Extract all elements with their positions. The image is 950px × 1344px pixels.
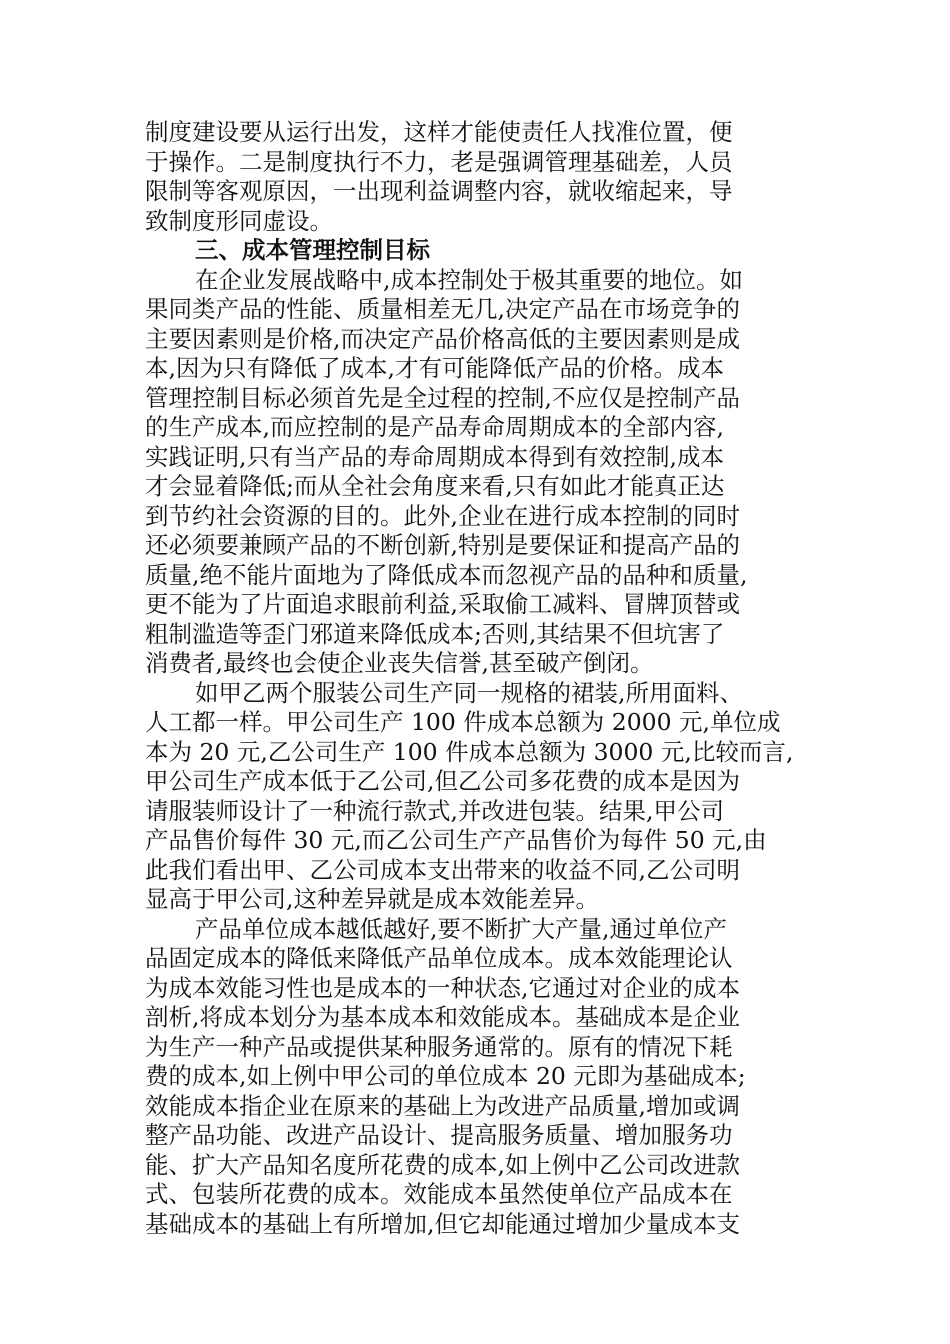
text-line: 产品单位成本越低越好,要不断扩大产量,通过单位产 [195,914,727,943]
text-line: 此我们看出甲、乙公司成本支出带来的收益不同,乙公司明 [145,855,740,884]
text-line: 基础成本的基础上有所增加,但它却能通过增加少量成本支 [145,1209,740,1238]
text-line: 产品售价每件 30 元,而乙公司生产产品售价为每件 50 元,由 [145,826,767,854]
text-line: 到节约社会资源的目的。此外,企业在进行成本控制的同时 [145,501,740,530]
text-line: 如甲乙两个服装公司生产同一规格的裙装,所用面料、 [195,678,743,707]
text-line: 请服装师设计了一种流行款式,并改进包装。结果,甲公司 [145,796,724,825]
text-line: 限制等客观原因，一出现利益调整内容，就收缩起来，导 [145,177,733,205]
paragraph-example-companies [145,679,813,915]
text-line: 质量,绝不能片面地为了降低成本而忽视产品的品种和质量, [145,560,748,589]
text-line: 式、包装所花费的成本。效能成本虽然使单位产品成本在 [145,1180,733,1208]
text-line: 整产品功能、改进产品设计、提高服务质量、增加服务功 [145,1121,733,1149]
text-line: 粗制滥造等歪门邪道来降低成本;否则,其结果不但坑害了 [145,619,725,648]
text-line: 能、扩大产品知名度所花费的成本,如上例中乙公司改进款 [145,1150,740,1179]
text-line: 剖析,将成本划分为基本成本和效能成本。基础成本是企业 [145,1003,740,1031]
text-line: 为成本效能习性也是成本的一种状态,它通过对企业的成本 [145,973,740,1002]
text-line: 致制度形同虚设。 [145,206,333,235]
document-page [145,118,813,1239]
text-line: 效能成本指企业在原来的基础上为改进产品质量,增加或调 [145,1091,740,1120]
text-line: 本为 20 元,乙公司生产 100 件成本总额为 3000 元,比较而言, [145,737,794,766]
section-heading: 三、成本管理控制目标 [195,236,430,264]
paragraph-cost-efficiency-theory [145,915,813,1240]
text-line: 本,因为只有降低了成本,才有可能降低产品的价格。成本 [145,354,724,382]
text-line: 显高于甲公司,这种差异就是成本效能差异。 [145,885,599,913]
text-line: 品固定成本的降低来降低产品单位成本。成本效能理论认 [145,944,733,972]
text-line: 主要因素则是价格,而决定产品价格高低的主要因素则是成 [145,324,740,353]
text-line: 消费者,最终也会使企业丧失信誉,甚至破产倒闭。 [145,649,654,677]
text-line: 的生产成本,而应控制的是产品寿命周期成本的全部内容, [145,413,724,441]
text-line: 费的成本,如上例中甲公司的单位成本 20 元即为基础成本; [145,1062,746,1090]
text-line: 更不能为了片面追求眼前利益,采取偷工减料、冒牌顶替或 [145,590,740,618]
text-line: 制度建设要从运行出发，这样才能使责任人找准位置，便 [145,118,733,146]
text-line: 于操作。二是制度执行不力，老是强调管理基础差，人员 [145,147,733,176]
text-line: 人工都一样。甲公司生产 100 件成本总额为 2000 元,单位成 [145,708,781,736]
text-line: 为生产一种产品或提供某种服务通常的。原有的情况下耗 [145,1032,733,1061]
text-line: 甲公司生产成本低于乙公司,但乙公司多花费的成本是因为 [145,767,740,795]
text-line: 还必须要兼顾产品的不断创新,特别是要保证和提高产品的 [145,531,740,559]
text-line: 在企业发展战略中,成本控制处于极其重要的地位。如 [195,265,743,294]
paragraph-cost-control-strategy [145,266,813,679]
text-line: 管理控制目标必须首先是全过程的控制,不应仅是控制产品 [145,383,740,412]
text-line: 实践证明,只有当产品的寿命周期成本得到有效控制,成本 [145,442,724,471]
text-line: 才会显着降低;而从全社会角度来看,只有如此才能真正达 [145,472,725,500]
text-line: 果同类产品的性能、质量相差无几,决定产品在市场竞争的 [145,295,740,323]
paragraph-continuation [145,118,813,236]
